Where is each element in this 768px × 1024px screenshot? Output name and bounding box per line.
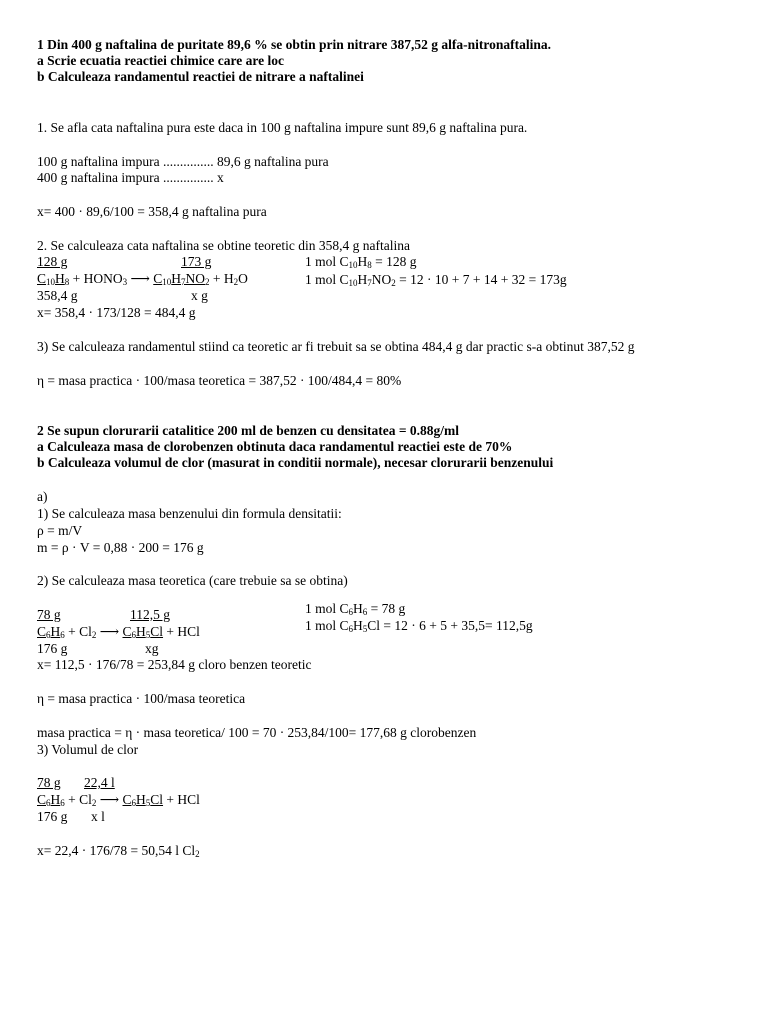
problem2-title: 2 Se supun clorurarii catalitice 200 ml de benzen cu densitatea = 0.88g/ml [37, 423, 460, 438]
problem2-part-b: b Calculeaza volumul de clor (masurat in conditii normale), necesar clorurarii benzenului [37, 455, 554, 470]
p2-eq2-top-right: 22,4 l [84, 775, 115, 790]
p2-mass: m = ρ · V = 0,88 · 200 = 176 g [37, 540, 204, 555]
p1-molar-mass-1: 1 mol $C_{10}H_8 = 128$ g [305, 254, 417, 270]
p1-eq-bottom-left: 358,4 g [37, 288, 78, 303]
p1-calc-2: x= 358,4 · 173/128 = 484,4 g [37, 305, 196, 320]
p2-eq2-bottom-left: 176 g [37, 809, 68, 824]
p2-calc-x: x= 112,5 · 176/78 = 253,84 g cloro benzen teoretic [37, 657, 312, 672]
p2-molar-mass-2: 1 mol $C_6H_5Cl = 12 \cdot 6 + 5 + 35,5= 112,5g$ [305, 618, 533, 634]
p2-step2: 2) Se calculeaza masa teoretica (care trebuie sa se obtina) [37, 573, 348, 588]
p1-yield: η = masa practica · 100/masa teoretica = 387,52 · 100/484,4 = 80% [37, 373, 402, 388]
p2-molar-mass-1: 1 mol $C_6H_6 = 78$ g [305, 601, 406, 617]
p1-eq-top-left: 128 g [37, 254, 68, 269]
p1-proportion-1: 100 g naftalina impura ............... 89,6 g naftalina pura [37, 154, 329, 169]
p2-reaction-equation-2: $C_6H_6 + Cl_2$ ⟶ $C_6H_5Cl$ + HCl [37, 792, 200, 808]
p2-eq-bottom-left: 176 g [37, 641, 68, 656]
p1-step1: 1. Se afla cata naftalina pura este daca in 100 g naftalina impure sunt 89,6 g naftalina pura. [37, 120, 528, 135]
p2-practical-mass: masa practica = η · masa teoretica/ 100 = 70 · 253,84/100= 177,68 g clorobenzen [37, 725, 477, 740]
p2-reaction-equation: $C_6H_6 + Cl_2$ ⟶ $C_6H_5Cl$ + HCl [37, 624, 200, 640]
problem1-part-b: b Calculeaza randamentul reactiei de nitrare a naftalinei [37, 69, 364, 84]
p2-a-label: a) [37, 489, 48, 504]
p2-yield-formula: η = masa practica · 100/masa teoretica [37, 691, 246, 706]
p2-eq-top-left: 78 g [37, 607, 61, 622]
p1-eq-top-right: 173 g [181, 254, 212, 269]
p1-molar-mass-2: 1 mol $C_{10}H_7NO_2 = 12 \cdot 10 + 7 + 14 + 32 = 173g$ [305, 272, 567, 288]
p2-final-result: x= 22,4 · 176/78 = 50,54 l $Cl_2$ [37, 843, 200, 859]
p1-reaction-equation: $C_{10}H_8$ + $HONO_3$ ⟶ $C_{10}H_7NO_2 + H_2O$ [37, 271, 248, 287]
p2-density-formula: ρ = m/V [37, 523, 83, 538]
p2-step3: 3) Volumul de clor [37, 742, 139, 757]
problem2-part-a: a Calculeaza masa de clorobenzen obtinuta daca randamentul reactiei este de 70% [37, 439, 513, 454]
p2-eq2-bottom-right: x l [91, 809, 105, 824]
p2-eq-top-right: 112,5 g [130, 607, 170, 622]
p2-eq-bottom-right: xg [145, 641, 159, 656]
p1-step2: 2. Se calculeaza cata naftalina se obtine teoretic din 358,4 g naftalina [37, 238, 410, 253]
problem1-part-a: a Scrie ecuatia reactiei chimice care are loc [37, 53, 285, 68]
p1-eq-bottom-right: x g [191, 288, 208, 303]
p2-step1: 1) Se calculeaza masa benzenului din formula densitatii: [37, 506, 342, 521]
p1-proportion-2: 400 g naftalina impura ............... x [37, 170, 224, 185]
problem1-title: 1 Din 400 g naftalina de puritate 89,6 % se obtin prin nitrare 387,52 g alfa-nitronaftalina. [37, 37, 552, 52]
p2-eq2-top-left: 78 g [37, 775, 61, 790]
p1-calc-1: x= 400 · 89,6/100 = 358,4 g naftalina pura [37, 204, 267, 219]
p1-step3: 3) Se calculeaza randamentul stiind ca teoretic ar fi trebuit sa se obtina 484,4 g dar practic s-a obtinut 387,52 g [37, 339, 635, 354]
